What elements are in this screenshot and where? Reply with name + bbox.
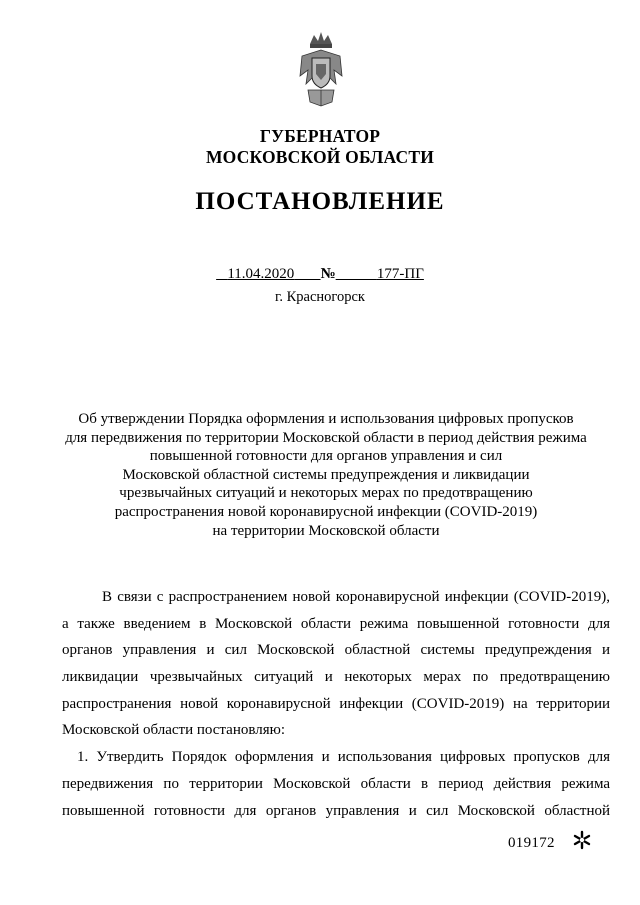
body-line: а также введением в Московской области режима повышенной готовности для xyxy=(62,615,610,632)
body-line: распространения новой коронавирусной инфекции (COVID-2019) на территории xyxy=(62,695,610,712)
title-line: на территории Московской области xyxy=(212,522,440,539)
document-title xyxy=(56,410,596,540)
body-line: В связи с распространением новой коронавирусной инфекции (COVID-2019), xyxy=(102,589,610,605)
document-type: ПОСТАНОВЛЕНИЕ xyxy=(195,188,445,215)
document-date: 11.04.2020 xyxy=(227,266,295,282)
title-line: для передвижения по территории Московской области в период действия режима xyxy=(65,429,587,446)
title-line: распространения новой коронавирусной инфекции (COVID-2019) xyxy=(114,503,538,520)
title-line: повышенной готовности для органов управления и сил xyxy=(149,448,503,465)
asterisk-icon xyxy=(572,830,592,850)
city: г. Красногорск xyxy=(275,289,365,305)
title-line: Об утверждении Порядка оформления и использования цифровых пропусков xyxy=(78,411,574,427)
issuer-line-1: ГУБЕРНАТОР xyxy=(259,126,381,146)
document-number: 177-ПГ xyxy=(376,266,424,282)
body-line: органов управления и сил Московской областной системы предупреждения и xyxy=(62,642,610,659)
title-line: чрезвычайных ситуаций и некоторых мерах по предотвращению xyxy=(119,485,533,502)
coat-of-arms-icon xyxy=(298,30,344,108)
body-line: 1. Утвердить Порядок оформления и использования цифровых пропусков для xyxy=(77,749,610,766)
issuer-heading xyxy=(0,126,640,168)
title-line: Московской областной системы предупреждения и ликвидации xyxy=(122,466,530,483)
serial-number: 019172 xyxy=(508,835,555,851)
body-line: передвижения по территории Московской области в период действия режима xyxy=(62,775,610,792)
issuer-line-2: МОСКОВСКОЙ ОБЛАСТИ xyxy=(205,147,435,167)
number-sign: № xyxy=(320,266,336,282)
date-number-line xyxy=(0,266,640,283)
body-line: Московской области постановляю: xyxy=(62,722,285,739)
body-line: ликвидации чрезвычайных ситуаций и некоторых мерах по предотвращению xyxy=(62,669,610,686)
document-body xyxy=(62,584,610,824)
body-line: повышенной готовности для органов управления и сил Московской областной xyxy=(62,802,610,819)
